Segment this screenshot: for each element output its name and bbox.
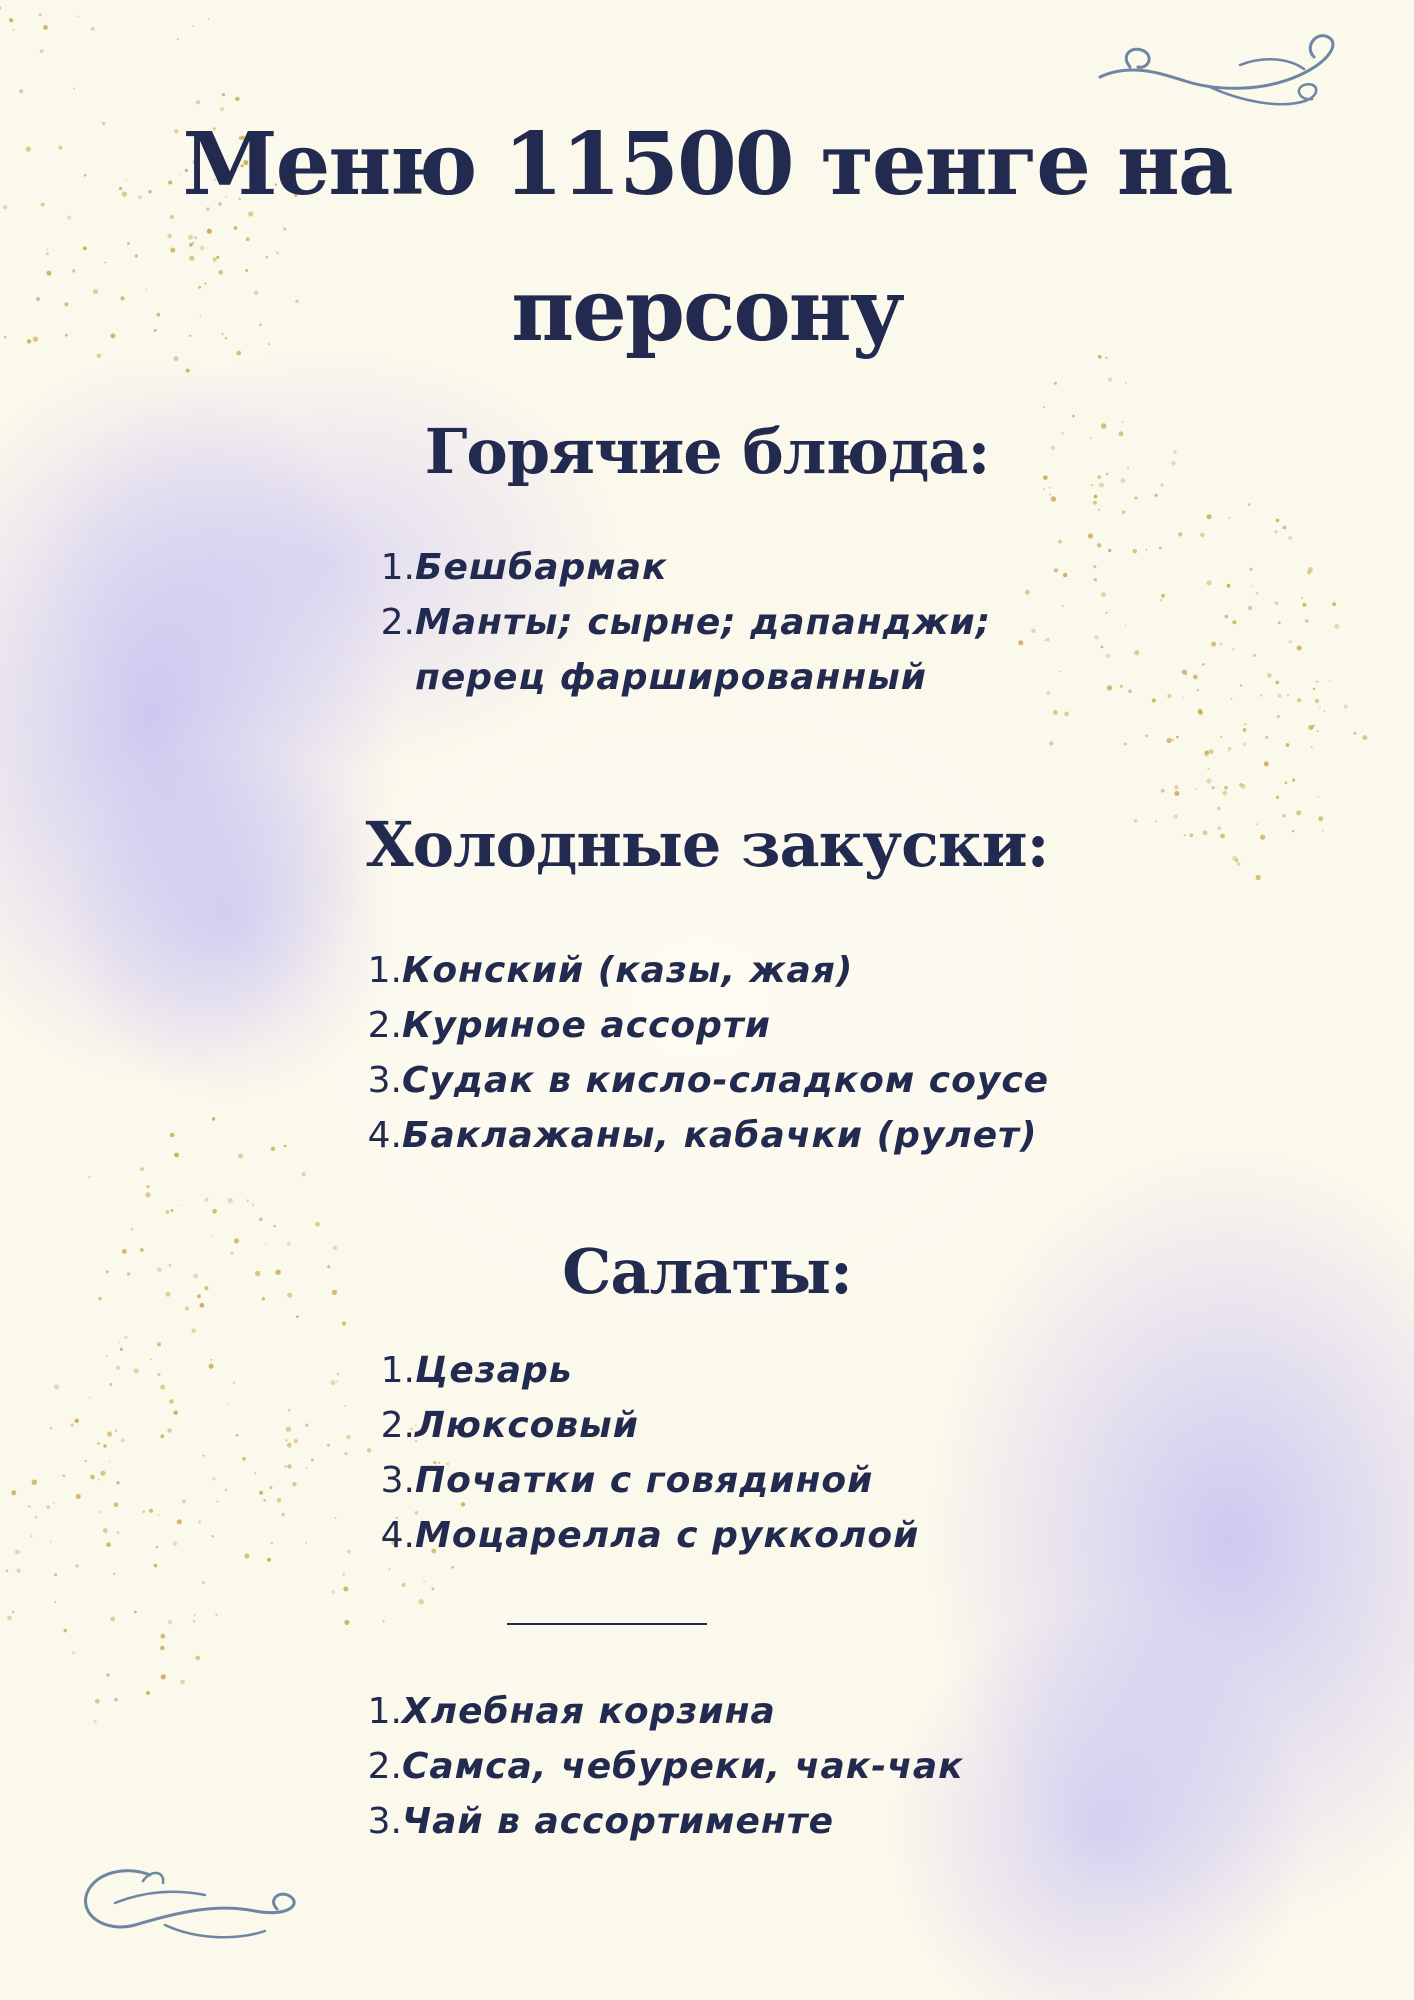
list-item-number: 2. — [367, 1746, 402, 1787]
section-heading-hot-dishes: Горячие блюда: — [424, 415, 990, 488]
list-item — [362, 1108, 1049, 1163]
list-item-text: Судак в кисло-сладком соусе — [402, 1060, 1050, 1101]
list-item — [375, 1508, 919, 1563]
section-heading-cold-appetizers: Холодные закуски: — [365, 808, 1049, 881]
list-item-text: Початки с говядиной — [415, 1460, 874, 1501]
list-item — [362, 998, 1049, 1053]
list-item-number: 1. — [380, 1350, 415, 1391]
list-item-text: Чай в ассортименте — [402, 1801, 835, 1842]
list-item-number: 1. — [367, 950, 402, 991]
cold-appetizers-list — [362, 943, 1049, 1163]
list-item — [362, 1684, 964, 1739]
list-item-number: 3. — [367, 1801, 402, 1842]
list-item — [375, 1398, 919, 1453]
list-item-text: Манты; сырне; дапанджи; перец фаршированный — [415, 602, 992, 698]
list-item — [362, 943, 1049, 998]
list-item-number: 4. — [380, 1515, 415, 1556]
list-item-text: Цезарь — [415, 1350, 573, 1391]
list-item-text: Куриное ассорти — [402, 1005, 772, 1046]
list-item-number: 2. — [367, 1005, 402, 1046]
list-item — [362, 1794, 964, 1849]
list-item-text: Самса, чебуреки, чак-чак — [402, 1746, 964, 1787]
list-item-number: 1. — [367, 1691, 402, 1732]
list-item — [375, 540, 991, 595]
flourish-bottom-left-icon — [55, 1855, 315, 1950]
list-item-text: Моцарелла с рукколой — [415, 1515, 920, 1556]
list-item — [375, 1343, 919, 1398]
list-item-text: Хлебная корзина — [402, 1691, 776, 1732]
list-item-number: 2. — [380, 602, 415, 643]
list-item-text: Баклажаны, кабачки (рулет) — [402, 1115, 1038, 1156]
section-heading-salads: Салаты: — [562, 1235, 852, 1308]
list-item — [375, 1453, 919, 1508]
list-item-text: Люксовый — [415, 1405, 639, 1446]
list-item-number: 4. — [367, 1115, 402, 1156]
extras-list — [362, 1684, 964, 1849]
list-item-text: Конский (казы, жая) — [402, 950, 854, 991]
list-item — [362, 1739, 964, 1794]
salads-list — [375, 1343, 919, 1563]
section-divider — [507, 1623, 707, 1625]
list-item-number: 3. — [380, 1460, 415, 1501]
hot-dishes-list — [375, 540, 991, 705]
list-item-number: 2. — [380, 1405, 415, 1446]
list-item — [375, 595, 991, 705]
list-item-text: Бешбармак — [415, 547, 668, 588]
list-item-number: 3. — [367, 1060, 402, 1101]
list-item — [362, 1053, 1049, 1108]
menu-title: Меню 11500 тенге на персону — [182, 114, 1232, 361]
list-item-number: 1. — [380, 547, 415, 588]
